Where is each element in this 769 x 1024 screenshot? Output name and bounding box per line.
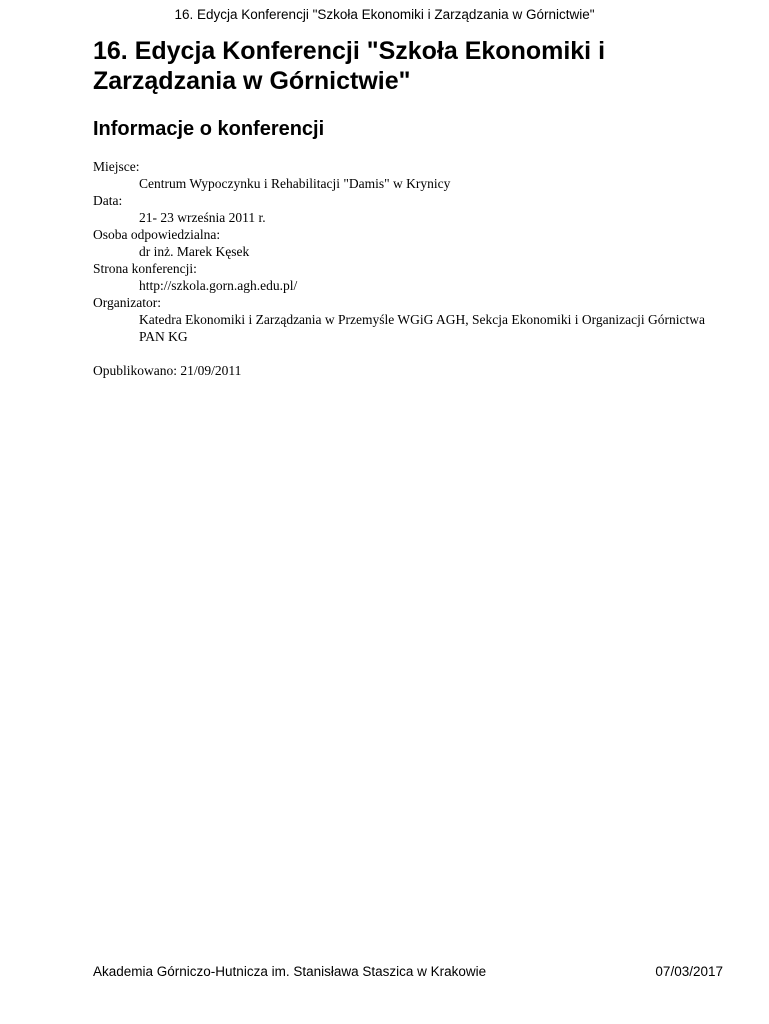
running-footer	[93, 963, 723, 981]
detail-label-organizer: Organizator:	[93, 295, 161, 310]
conference-details	[93, 158, 723, 345]
article	[93, 36, 723, 379]
published-date: Opublikowano: 21/09/2011	[93, 363, 242, 378]
detail-value-place: Centrum Wypoczynku i Rehabilitacji "Damis" w Krynicy	[139, 176, 451, 191]
detail-value-contact-person: dr inż. Marek Kęsek	[139, 244, 250, 259]
detail-value-website[interactable]: http://szkola.gorn.agh.edu.pl/	[139, 278, 298, 293]
section-title: Informacje o konferencji	[93, 118, 325, 140]
page-title: 16. Edycja Konferencji "Szkoła Ekonomiki i Zarządzania w Górnictwie"	[93, 37, 606, 95]
footer-date: 07/03/2017	[655, 964, 723, 979]
detail-label-date: Data:	[93, 193, 123, 208]
footer-institution: Akademia Górniczo-Hutnicza im. Stanisława Staszica w Krakowie	[93, 964, 487, 979]
detail-value-date: 21- 23 września 2011 r.	[139, 210, 266, 225]
detail-label-place: Miejsce:	[93, 159, 140, 174]
detail-value-organizer: Katedra Ekonomiki i Zarządzania w Przemyśle WGiG AGH, Sekcja Ekonomiki i Organizacji Górnictwa PAN KG	[139, 312, 705, 344]
running-header: 16. Edycja Konferencji "Szkoła Ekonomiki i Zarządzania w Górnictwie"	[174, 7, 595, 22]
detail-label-contact-person: Osoba odpowiedzialna:	[93, 227, 221, 242]
detail-label-website: Strona konferencji:	[93, 261, 197, 276]
